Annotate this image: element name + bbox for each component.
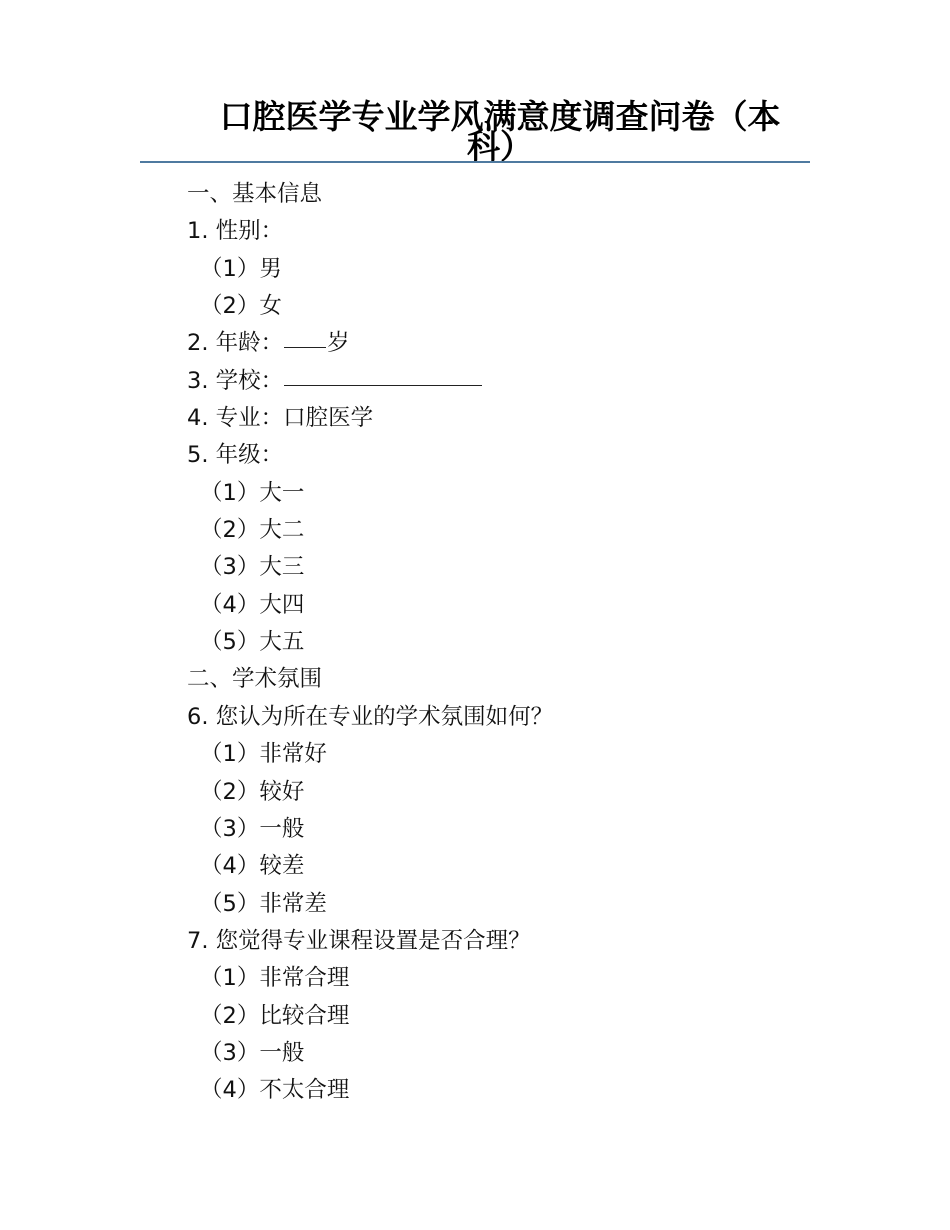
- option-curriculum-2: （2）比较合理: [200, 1002, 350, 1029]
- option-grade-4: （4）大四: [200, 591, 305, 618]
- option-atmosphere-4: （4）较差: [200, 853, 305, 880]
- option-curriculum-4: （4）不太合理: [200, 1077, 350, 1104]
- question-school-label: 3. 学校：: [187, 367, 284, 394]
- question-grade: 5. 年级：: [187, 442, 284, 469]
- option-atmosphere-5: （5）非常差: [200, 890, 327, 917]
- age-blank: [284, 323, 326, 348]
- option-grade-1: （1）大一: [200, 479, 305, 506]
- question-atmosphere: 6. 您认为所在专业的学术氛围如何？: [187, 703, 554, 730]
- question-major: 4. 专业：口腔医学: [187, 405, 374, 432]
- question-age-suffix: 岁: [327, 330, 350, 357]
- question-gender: 1. 性别：: [187, 218, 284, 245]
- option-atmosphere-3: （3）一般: [200, 815, 305, 842]
- question-curriculum: 7. 您觉得专业课程设置是否合理？: [187, 927, 531, 954]
- option-female: （2）女: [200, 293, 282, 320]
- document-title: 口腔医学专业学风满意度调查问卷（本科）: [219, 97, 781, 166]
- questionnaire-body: [187, 176, 807, 1110]
- question-age: [187, 325, 807, 362]
- option-atmosphere-2: （2）较好: [200, 778, 305, 805]
- title-underline: [140, 161, 810, 163]
- option-curriculum-3: （3）一般: [200, 1039, 305, 1066]
- option-male: （1）男: [200, 255, 282, 282]
- section-heading-basic-info: 一、基本信息: [187, 181, 323, 207]
- school-blank: [284, 361, 482, 386]
- question-school: [187, 363, 807, 400]
- option-grade-2: （2）大二: [200, 517, 305, 544]
- option-curriculum-1: （1）非常合理: [200, 965, 350, 992]
- option-atmosphere-1: （1）非常好: [200, 741, 327, 768]
- option-grade-3: （3）大三: [200, 554, 305, 581]
- option-grade-5: （5）大五: [200, 629, 305, 656]
- question-age-label: 2. 年龄：: [187, 330, 284, 357]
- section-heading-academic-atmosphere: 二、学术氛围: [187, 666, 323, 693]
